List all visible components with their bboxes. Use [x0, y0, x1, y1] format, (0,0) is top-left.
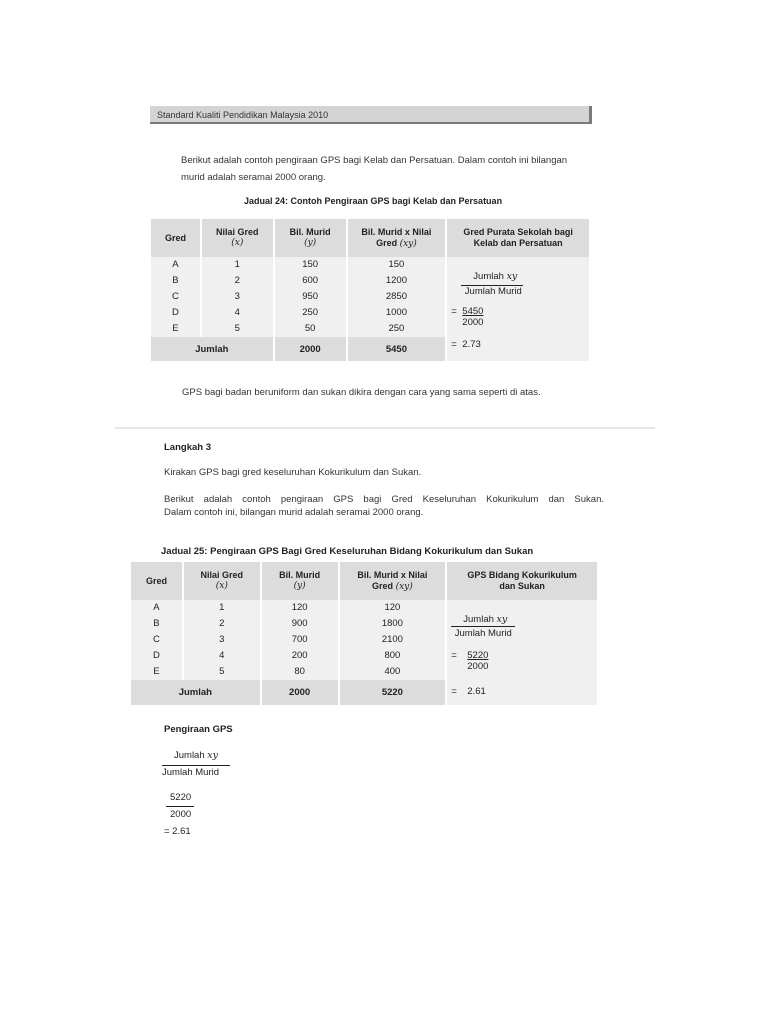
table24-header-nilai-label: Nilai Gred — [216, 227, 259, 237]
table25-cell-xy: 800 — [339, 648, 447, 664]
table25-header-gps-line1: GPS Bidang Kokurikulum — [467, 570, 577, 580]
table25-cell-nilai: 5 — [183, 664, 261, 680]
table24-cell-gred: A — [151, 257, 201, 273]
document-header: Standard Kualiti Pendidikan Malaysia 2010 — [150, 106, 592, 124]
table24-formula-cell — [446, 257, 590, 361]
table25-header-bil-symbol: (y) — [293, 581, 306, 591]
step3-line-2: Berikut adalah contoh pengiraan GPS bagi Gred Keseluruhan Kokurikulum dan Sukan. — [164, 494, 604, 505]
table25-caption: Jadual 25: Pengiraan GPS Bagi Gred Keseluruhan Bidang Kokurikulum dan Sukan — [161, 546, 534, 557]
table25-header-row — [131, 562, 598, 600]
table25-cell-bil: 700 — [261, 632, 339, 648]
table24-header-bilxnilai — [347, 219, 447, 257]
section-divider — [115, 427, 655, 429]
table24-formula-result: 2.73 — [462, 339, 481, 350]
pengiraan-value-numerator: 5220 — [170, 792, 192, 803]
table25-cell-gred: B — [131, 616, 183, 632]
table25-cell-bil: 900 — [261, 616, 339, 632]
table25-header-bilxnilai-label: Bil. Murid x Nilai — [357, 569, 428, 580]
table24-header-nilai — [201, 219, 274, 257]
table25-header-gps-line2: dan Sukan — [499, 581, 545, 591]
table24-caption: Jadual 24: Contoh Pengiraan GPS bagi Kelab dan Persatuan — [244, 196, 503, 206]
table24-header-bilxnilai-symbol: (xy) — [399, 238, 417, 249]
table25-formula-num-text: Jumlah — [463, 614, 494, 625]
table24-cell-xy: 1000 — [347, 305, 447, 321]
table25-header-bilxnilai-label2 — [340, 581, 446, 593]
table25-formula-denominator: Jumlah Murid — [454, 628, 512, 639]
table25-header-gred2: Gred — [372, 580, 394, 591]
pengiraan-value-denominator: 2000 — [170, 809, 192, 820]
table24-formula-value-denominator: 2000 — [462, 317, 484, 328]
table25-formula-cell — [446, 600, 598, 705]
table24-header-gred: Gred — [151, 219, 201, 257]
table24-cell-gred: C — [151, 289, 201, 305]
pengiraan-value-fraction-line — [166, 806, 194, 807]
table25-cell-xy: 400 — [339, 664, 447, 680]
table24-cell-xy: 1200 — [347, 273, 447, 289]
intro-paragraph — [181, 152, 621, 186]
table25-formula-eq2: = — [451, 686, 457, 697]
table-row — [131, 600, 598, 616]
table25-header-bil — [261, 562, 339, 600]
table25-total-label: Jumlah — [131, 680, 261, 705]
table25-cell-gred: A — [131, 600, 183, 616]
pengiraan-numerator — [164, 750, 228, 761]
table24-cell-gred: D — [151, 305, 201, 321]
table25-header-bilxnilai — [339, 562, 447, 600]
table25-cell-bil: 80 — [261, 664, 339, 680]
table24-formula-eq1: = — [451, 306, 457, 317]
pengiraan-num-symbol: xy — [207, 750, 218, 761]
pengiraan-num-text: Jumlah — [174, 750, 205, 761]
table24-cell-bil: 600 — [274, 273, 347, 289]
table24-header-purata-line1: Gred Purata Sekolah bagi — [463, 227, 573, 237]
table25-cell-xy: 2100 — [339, 632, 447, 648]
table25-header-bil-label: Bil. Murid — [279, 570, 321, 580]
table24-formula-eq2: = — [451, 339, 457, 350]
table25-total-bil: 2000 — [261, 680, 339, 705]
table24-total-label: Jumlah — [151, 337, 274, 361]
pengiraan-title: Pengiraan GPS — [164, 724, 233, 735]
table-row — [151, 257, 590, 273]
table24-cell-bil: 50 — [274, 321, 347, 337]
table25-cell-nilai: 1 — [183, 600, 261, 616]
table25-header-nilai — [183, 562, 261, 600]
table24-cell-gred: E — [151, 321, 201, 337]
table25-header-gred: Gred — [131, 562, 183, 600]
table25-header-nilai-symbol: (x) — [215, 581, 228, 591]
table24-cell-bil: 250 — [274, 305, 347, 321]
intro-line-1: Berikut adalah contoh pengiraan GPS bagi Kelab dan Persatuan. Dalam contoh ini bilangan — [181, 155, 568, 166]
table24-header-bil-symbol: (y) — [304, 238, 317, 248]
table25-cell-nilai: 4 — [183, 648, 261, 664]
table24-formula-denominator: Jumlah Murid — [464, 286, 522, 297]
table24-header-purata — [446, 219, 590, 257]
table24-cell-bil: 150 — [274, 257, 347, 273]
table24-header-gred2: Gred — [376, 237, 398, 248]
table24-header-bil-label: Bil. Murid — [289, 227, 331, 237]
step3-line-1: Kirakan GPS bagi gred keseluruhan Kokurikulum dan Sukan. — [164, 467, 422, 478]
table24-header-purata-line2: Kelab dan Persatuan — [473, 238, 563, 248]
table24-formula-num-symbol: xy — [506, 271, 518, 282]
table25-cell-nilai: 2 — [183, 616, 261, 632]
table25 — [131, 562, 599, 705]
pengiraan-result: = 2.61 — [164, 826, 191, 837]
table25-cell-gred: C — [131, 632, 183, 648]
step3-title: Langkah 3 — [164, 442, 211, 453]
pengiraan-denominator: Jumlah Murid — [162, 767, 220, 778]
table24-header-bilxnilai-label2 — [348, 238, 446, 250]
intro-line-2: murid adalah seramai 2000 orang. — [181, 172, 326, 183]
table25-formula-value-numerator: 5220 — [467, 650, 489, 661]
note-text: GPS bagi badan beruniform dan sukan dikira dengan cara yang sama seperti di atas. — [182, 387, 541, 398]
table25-header-gps — [446, 562, 598, 600]
table25-header-bilxnilai-symbol: (xy) — [395, 581, 413, 592]
table24-cell-bil: 950 — [274, 289, 347, 305]
table24-formula-num-text: Jumlah — [473, 271, 504, 282]
table24-header-bil — [274, 219, 347, 257]
table24-cell-xy: 250 — [347, 321, 447, 337]
table25-formula-eq1: = — [451, 650, 457, 661]
table24-cell-nilai: 1 — [201, 257, 274, 273]
table25-total-xy: 5220 — [339, 680, 447, 705]
table25-formula-result: 2.61 — [467, 686, 486, 697]
table24 — [151, 219, 591, 361]
table24-cell-gred: B — [151, 273, 201, 289]
table25-cell-nilai: 3 — [183, 632, 261, 648]
table24-cell-nilai: 4 — [201, 305, 274, 321]
table24-header-nilai-symbol: (x) — [231, 238, 244, 248]
table24-cell-xy: 2850 — [347, 289, 447, 305]
pengiraan-fraction-line — [162, 765, 230, 766]
table24-formula-value-numerator: 5450 — [462, 306, 484, 317]
table25-formula-value-denominator: 2000 — [467, 661, 489, 672]
table25-cell-bil: 120 — [261, 600, 339, 616]
table24-header-bilxnilai-label: Bil. Murid x Nilai — [361, 226, 432, 237]
table24-total-bil: 2000 — [274, 337, 347, 361]
table25-cell-xy: 1800 — [339, 616, 447, 632]
table25-header-nilai-label: Nilai Gred — [200, 570, 244, 580]
table25-cell-gred: D — [131, 648, 183, 664]
table25-formula-num-symbol: xy — [496, 614, 508, 625]
table25-cell-bil: 200 — [261, 648, 339, 664]
step3-line-3: Dalam contoh ini, bilangan murid adalah seramai 2000 orang. — [164, 507, 424, 518]
table25-cell-xy: 120 — [339, 600, 447, 616]
table24-total-xy: 5450 — [347, 337, 447, 361]
table24-formula-numerator — [464, 269, 526, 285]
table24-cell-xy: 150 — [347, 257, 447, 273]
table24-cell-nilai: 5 — [201, 321, 274, 337]
table24-cell-nilai: 2 — [201, 273, 274, 289]
table24-header-row — [151, 219, 590, 257]
table24-cell-nilai: 3 — [201, 289, 274, 305]
table25-cell-gred: E — [131, 664, 183, 680]
